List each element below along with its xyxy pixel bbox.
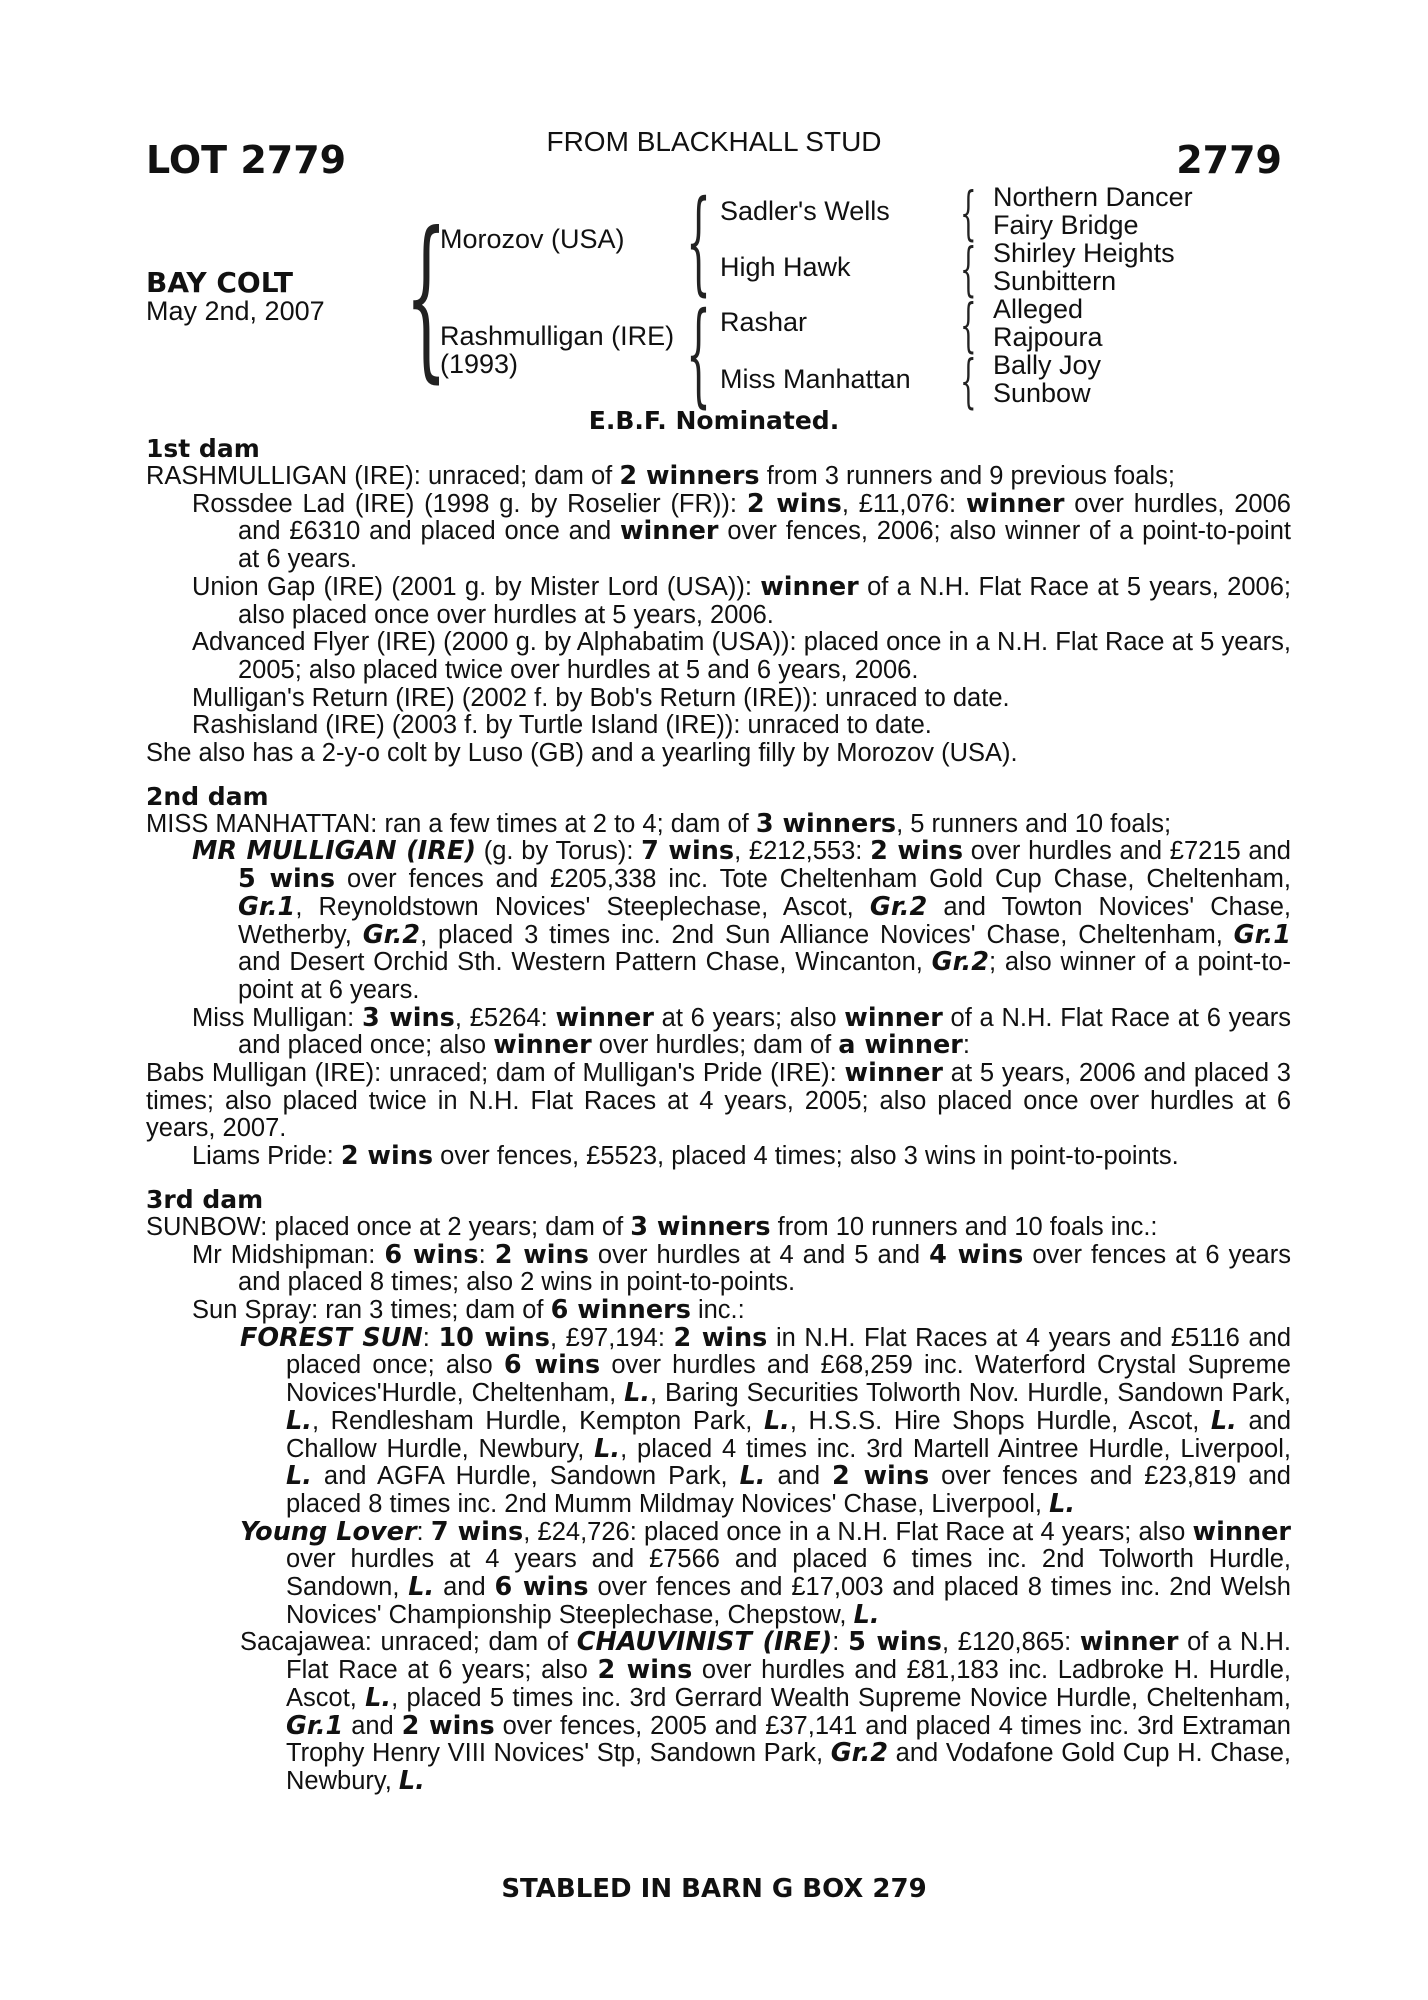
text-run: : xyxy=(832,1628,849,1657)
text-run: over hurdles, 2006 and £6310 and placed once and xyxy=(238,489,1291,546)
dam1-produce-2 xyxy=(146,571,1291,629)
emphasis-run: 6 wins xyxy=(503,1350,601,1381)
text-run: SUNBOW: placed once at 2 years; dam of xyxy=(146,1212,631,1241)
text-run: , 5 runners and 10 foals; xyxy=(896,809,1172,838)
dam2-produce-3 xyxy=(146,1060,1291,1143)
section-heading-1st-dam: 1st dam xyxy=(146,434,260,463)
text-run: , Baring Securities Tolworth Nov. Hurdle, Sandown Park, xyxy=(650,1379,1291,1408)
text-run: over fences, 2006; also winner of a point-to-point at 6 years. xyxy=(238,517,1291,574)
emphasis-run: Gr.1 xyxy=(238,891,296,922)
dam-sire: Rashar xyxy=(720,307,808,337)
text-run: , Rendlesham Hurdle, Kempton Park, xyxy=(311,1406,764,1435)
text-run: , £11,076: xyxy=(841,489,966,518)
text-run: over fences, 2005 and £37,141 and placed 4 times inc. 3rd Extraman Trophy Henry VIII Novices' Stp, Sandown Park, xyxy=(286,1711,1291,1768)
ancestor-2: Fairy Bridge xyxy=(993,210,1139,240)
text-run: Miss Mulligan: xyxy=(192,1003,362,1032)
ancestor-1: Northern Dancer xyxy=(993,182,1193,212)
emphasis-run: winner xyxy=(844,1002,943,1033)
emphasis-run: 5 wins xyxy=(238,864,336,895)
pedigree-brace-main: { xyxy=(405,196,448,399)
emphasis-run: Gr.1 xyxy=(1233,919,1291,950)
emphasis-run: winner xyxy=(555,1002,654,1033)
dam2-produce-4 xyxy=(146,1143,1291,1171)
dam2-intro xyxy=(146,808,1291,839)
text-run: over fences and £17,003 and placed 8 times inc. 2nd Welsh Novices' Championship Steeplechase, Chepstow, xyxy=(286,1573,1291,1629)
dam3-produce-1 xyxy=(146,1239,1291,1297)
sire-dam: High Hawk xyxy=(720,252,851,282)
text-run: from 3 runners and 9 previous foals; xyxy=(759,462,1175,490)
text-run: and xyxy=(343,1711,402,1740)
emphasis-run: L. xyxy=(763,1405,790,1436)
text-run: Babs Mulligan (IRE): unraced; dam of Mulligan's Pride (IRE): xyxy=(146,1059,845,1088)
dam1-produce-3: Advanced Flyer (IRE) (2000 g. by Alphabatim (USA)): placed once in a N.H. Flat Race at 5 years, 2005; also placed twice over hurdles at 5 and 6 years, 2006. xyxy=(192,628,1291,684)
emphasis-run: 3 wins xyxy=(361,1002,455,1033)
text-run: Rossdee Lad (IRE) (1998 g. by Roselier (FR)): xyxy=(192,489,747,518)
dam1-other-produce: She also has a 2-y-o colt by Luso (GB) and a yearling filly by Morozov (USA). xyxy=(146,739,1018,768)
catalogue-body xyxy=(146,434,1291,1796)
emphasis-run: a winner xyxy=(838,1030,963,1061)
emphasis-run: 3 winners xyxy=(755,808,897,839)
lot-label: LOT 2779 xyxy=(146,138,347,182)
text-run: and AGFA Hurdle, Sandown Park, xyxy=(311,1462,740,1491)
text-run: over fences and £23,819 and placed 8 times inc. 2nd Mumm Mildmay Novices' Chase, Liverpool, xyxy=(286,1462,1291,1518)
dam3-grandproduce-3 xyxy=(146,1629,1291,1795)
text-run: over hurdles and £7215 and xyxy=(963,837,1291,866)
emphasis-run: 2 wins xyxy=(746,488,842,519)
emphasis-run: 2 wins xyxy=(870,836,964,867)
emphasis-run: Gr.2 xyxy=(931,947,989,978)
text-run: Sun Spray: ran 3 times; dam of xyxy=(192,1295,551,1324)
emphasis-run: 7 wins xyxy=(430,1516,524,1547)
ancestor-7: Bally Joy xyxy=(993,350,1102,380)
text-run: , placed 5 times inc. 3rd Gerrard Wealth Supreme Novice Hurdle, Cheltenham, xyxy=(391,1683,1291,1712)
emphasis-run: L. xyxy=(624,1378,651,1409)
emphasis-run: winner xyxy=(620,516,719,547)
emphasis-run: 2 wins xyxy=(494,1239,589,1270)
text-run: , placed 4 times inc. 3rd Martell Aintree Hurdle, Liverpool, xyxy=(620,1434,1291,1463)
emphasis-run: L. xyxy=(594,1433,621,1464)
ebf-nominated: E.B.F. Nominated. xyxy=(588,406,840,435)
emphasis-run: winner xyxy=(493,1030,592,1061)
text-run: over hurdles at 4 and 5 and xyxy=(588,1240,930,1269)
emphasis-run: 6 wins xyxy=(384,1239,479,1270)
emphasis-run: winner xyxy=(965,488,1065,519)
dam2-produce-2 xyxy=(146,1002,1291,1061)
emphasis-run: L. xyxy=(286,1461,312,1492)
emphasis-run: CHAUVINIST (IRE) xyxy=(576,1627,833,1658)
emphasis-run: winner xyxy=(760,571,859,602)
emphasis-run: L. xyxy=(853,1599,880,1630)
emphasis-run: Gr.2 xyxy=(362,919,421,950)
dam-dam: Miss Manhattan xyxy=(720,364,911,394)
text-run: , Reynoldstown Novices' Steeplechase, Ascot, xyxy=(295,892,870,921)
text-run: of a N.H. Flat Race at 6 years and placed once; also xyxy=(238,1003,1291,1060)
sire-sire: Sadler's Wells xyxy=(720,196,890,226)
text-run: and Desert Orchid Sth. Western Pattern Chase, Wincanton, xyxy=(238,948,932,977)
ancestor-5: Alleged xyxy=(993,294,1084,324)
text-run: : xyxy=(422,1323,439,1352)
emphasis-run: 4 wins xyxy=(929,1239,1024,1270)
emphasis-run: 7 wins xyxy=(641,836,735,867)
pedigree-brace-g1: { xyxy=(960,179,977,247)
text-run: over fences at 6 years and placed 8 times; also 2 wins in point-to-points. xyxy=(238,1240,1291,1297)
emphasis-run: MR MULLIGAN (IRE) xyxy=(192,836,477,867)
text-run: : xyxy=(962,1031,970,1060)
emphasis-run: 10 wins xyxy=(438,1322,550,1353)
emphasis-run: 2 wins xyxy=(597,1655,693,1686)
emphasis-run: L. xyxy=(1049,1488,1076,1519)
pedigree-brace-g2: { xyxy=(960,235,977,303)
dam3-grandproduce-2 xyxy=(146,1516,1292,1630)
emphasis-run: 6 winners xyxy=(550,1294,691,1325)
text-run: , £97,194: xyxy=(549,1323,674,1352)
emphasis-run: 3 winners xyxy=(630,1211,771,1242)
sire-name: Morozov (USA) xyxy=(440,224,625,254)
stabling-location: STABLED IN BARN G BOX 279 xyxy=(501,1874,927,1904)
text-run: , placed 3 times inc. 2nd Sun Alliance Novices' Chase, Cheltenham, xyxy=(420,920,1234,949)
dam3-intro xyxy=(146,1211,1291,1242)
emphasis-run: winner xyxy=(1192,1516,1292,1547)
text-run: Liams Pride: xyxy=(192,1142,341,1171)
emphasis-run: Gr.2 xyxy=(869,891,928,922)
emphasis-run: 5 wins xyxy=(848,1627,942,1658)
dam2-produce-1 xyxy=(146,838,1291,1004)
text-run: from 10 runners and 10 foals inc.: xyxy=(770,1212,1158,1241)
text-run: at 5 years, 2006 and placed 3 times; also placed twice in N.H. Flat Races at 4 years, 2005; also placed once over hurdles at 6 years, 2007. xyxy=(146,1059,1291,1143)
text-run: of a N.H. Flat Race at 6 years; also xyxy=(286,1628,1291,1685)
text-run: inc.: xyxy=(690,1295,745,1324)
emphasis-run: 6 wins xyxy=(494,1572,589,1603)
dam1-produce-5: Rashisland (IRE) (2003 f. by Turtle Island (IRE)): unraced to date. xyxy=(192,711,932,740)
text-run: , £212,553: xyxy=(734,837,871,866)
text-run: over fences and £205,338 inc. Tote Cheltenham Gold Cup Chase, Cheltenham, xyxy=(335,865,1291,894)
text-run: Sacajawea: unraced; dam of xyxy=(240,1628,577,1657)
text-run: MISS MANHATTAN: ran a few times at 2 to 4; dam of xyxy=(146,809,756,838)
text-run: over hurdles; dam of xyxy=(591,1031,839,1060)
lot-number: 2779 xyxy=(1176,138,1282,182)
emphasis-run: L. xyxy=(365,1682,392,1713)
text-run: over hurdles and £81,183 inc. Ladbroke H. Hurdle, Ascot, xyxy=(286,1656,1291,1712)
text-run: , £5264: xyxy=(454,1003,556,1032)
dam-name: Rashmulligan (IRE) xyxy=(440,321,675,351)
emphasis-run: L. xyxy=(408,1572,435,1603)
text-run: RASHMULLIGAN (IRE): unraced; dam of xyxy=(146,462,620,490)
pedigree-brace-dam: { xyxy=(686,289,711,419)
text-run: , £24,726: placed once in a N.H. Flat Race at 4 years; also xyxy=(523,1517,1193,1546)
dam1-produce-4: Mulligan's Return (IRE) (2002 f. by Bob's Return (IRE)): unraced to date. xyxy=(192,683,1010,712)
text-run: and Challow Hurdle, Newbury, xyxy=(286,1406,1291,1463)
dam1-intro xyxy=(146,463,1291,491)
ancestor-4: Sunbittern xyxy=(993,266,1117,296)
emphasis-run: winner xyxy=(1079,1627,1179,1658)
emphasis-run: L. xyxy=(286,1405,312,1436)
pedigree-brace-g4: { xyxy=(960,347,977,415)
text-run: over fences, £5523, placed 4 times; also 3 wins in point-to-points. xyxy=(433,1142,1179,1171)
consignor: FROM BLACKHALL STUD xyxy=(546,126,882,157)
emphasis-run: winner xyxy=(844,1058,944,1089)
ancestor-8: Sunbow xyxy=(993,378,1091,408)
emphasis-run: 2 wins xyxy=(831,1461,930,1492)
dam-year: (1993) xyxy=(440,349,519,379)
emphasis-run: 2 wins xyxy=(340,1141,434,1172)
text-run: over hurdles and £68,259 inc. Waterford Crystal Supreme Novices'Hurdle, Cheltenham, xyxy=(286,1351,1291,1408)
text-run: : xyxy=(416,1517,431,1546)
text-run: of a N.H. Flat Race at 5 years, 2006; also placed once over hurdles at 5 years, 2006. xyxy=(238,572,1291,629)
text-run: , H.S.S. Hire Shops Hurdle, Ascot, xyxy=(789,1406,1211,1435)
section-heading-3rd-dam: 3rd dam xyxy=(146,1184,264,1214)
pedigree-brace-g3: { xyxy=(960,291,977,359)
text-run: Mr Midshipman: xyxy=(192,1240,385,1269)
text-run: , £120,865: xyxy=(941,1628,1080,1657)
text-run: and xyxy=(765,1462,832,1491)
dam1-produce-1 xyxy=(146,488,1291,574)
ancestor-3: Shirley Heights xyxy=(993,238,1175,268)
foaling-date: May 2nd, 2007 xyxy=(146,296,325,326)
text-run: and Vodafone Gold Cup H. Chase, Newbury, xyxy=(286,1739,1291,1795)
emphasis-run: Gr.1 xyxy=(286,1710,344,1741)
emphasis-run: L. xyxy=(398,1765,425,1796)
emphasis-run: 2 winners xyxy=(619,461,760,491)
text-run: ; also winner of a point-to-point at 6 years. xyxy=(238,948,1291,1004)
text-run: in N.H. Flat Races at 4 years and £5116 and placed once; also xyxy=(286,1323,1291,1380)
text-run: Union Gap (IRE) (2001 g. by Mister Lord (USA)): xyxy=(192,572,761,601)
text-run: (g. by Torus): xyxy=(476,837,642,866)
text-run: : xyxy=(478,1240,495,1269)
ancestor-6: Rajpoura xyxy=(993,322,1103,352)
emphasis-run: Gr.2 xyxy=(830,1738,889,1769)
dam3-grandproduce-1 xyxy=(146,1322,1291,1519)
horse-sex-color: BAY COLT xyxy=(146,266,294,299)
text-run: over hurdles at 4 years and £7566 and placed 6 times inc. 2nd Tolworth Hurdle, Sandown, xyxy=(286,1545,1291,1602)
section-heading-2nd-dam: 2nd dam xyxy=(146,781,269,811)
text-run: and xyxy=(434,1573,495,1602)
text-run: and Towton Novices' Chase, Wetherby, xyxy=(238,892,1292,949)
emphasis-run: L. xyxy=(1210,1405,1237,1436)
text-run: at 6 years; also xyxy=(653,1003,845,1032)
emphasis-run: 2 wins xyxy=(401,1710,495,1741)
emphasis-run: L. xyxy=(739,1461,766,1492)
emphasis-run: FOREST SUN xyxy=(240,1322,423,1353)
emphasis-run: Young Lover xyxy=(240,1516,417,1547)
emphasis-run: 2 wins xyxy=(673,1322,768,1353)
dam3-produce-2 xyxy=(146,1294,1291,1325)
pedigree-brace-sire: { xyxy=(686,177,711,307)
